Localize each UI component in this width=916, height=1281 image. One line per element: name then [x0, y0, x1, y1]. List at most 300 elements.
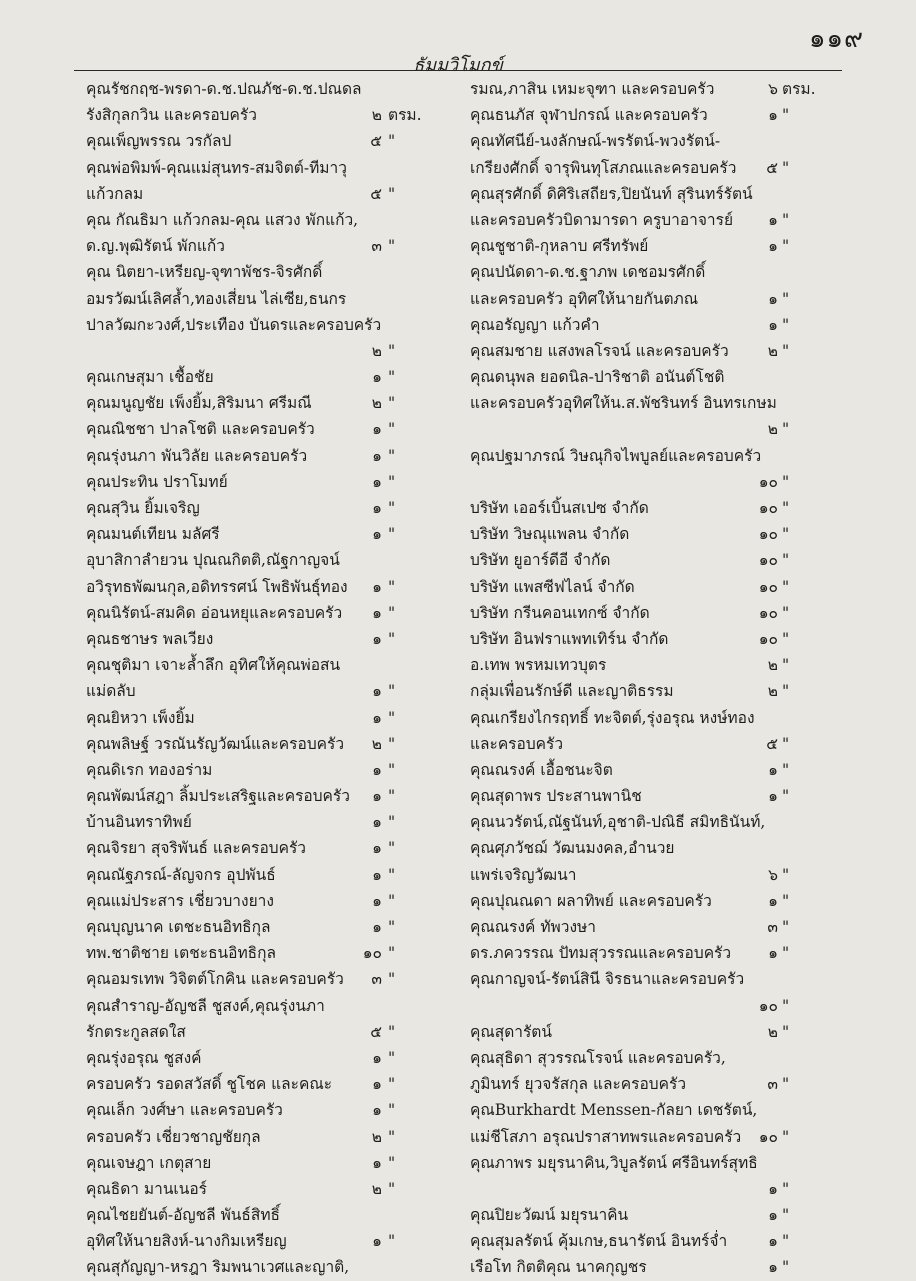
- donor-entry: [470, 1202, 832, 1228]
- donor-entry: [86, 1150, 466, 1176]
- donor-name: คุณอมรเทพ วิจิตต์โกคิน และครอบครัว: [86, 970, 344, 989]
- donation-amount: ๑: [372, 708, 382, 727]
- donation-unit: ": [388, 1232, 396, 1251]
- donation-amount: ๑: [372, 682, 382, 701]
- donation-amount: ๑: [372, 1232, 382, 1251]
- donation-unit: ": [782, 420, 790, 439]
- donation-amount: ๒: [371, 1127, 382, 1146]
- donor-entry: [86, 940, 466, 966]
- donation-amount: ๑: [768, 237, 778, 256]
- donation-amount: ๑: [372, 891, 382, 910]
- donor-name: คุณแม่ประสาร เชี่ยวบางยาง: [86, 891, 274, 910]
- donor-name: คุณเกรียงไกรฤทธิ์ ทะจิตต์,รุ่งอรุณ หงษ์ทอง: [470, 708, 755, 727]
- donor-entry: [470, 102, 832, 128]
- donor-name: คุณณัฐภรณ์-ลัญจกร อุปพันธ์: [86, 865, 276, 884]
- donor-name: คุณสำราญ-อัญชลี ชูสงค์,คุณรุ่งนภา: [86, 996, 325, 1015]
- donor-entry: [470, 1045, 832, 1071]
- donation-unit: ": [388, 1048, 396, 1067]
- donation-amount: ๑๐: [758, 551, 778, 570]
- donation-amount: ๕: [370, 184, 382, 203]
- donor-entry: [86, 1176, 466, 1202]
- donation-amount: ๑: [372, 839, 382, 858]
- donor-name: คุณรุ่งอรุณ ชูสงค์: [86, 1048, 202, 1067]
- donor-entry: [86, 364, 466, 390]
- donor-entry: [86, 678, 466, 704]
- donor-entry: [86, 757, 466, 783]
- donation-unit: ตรม.: [388, 106, 422, 125]
- donation-unit: ": [388, 1022, 396, 1041]
- donor-entry: [470, 1254, 832, 1280]
- donation-amount: ๑: [372, 472, 382, 491]
- donor-name: กลุ่มเพื่อนรักษ์ดี และญาติธรรม: [470, 682, 674, 701]
- donor-name: คุณธิดา มานเนอร์: [86, 1179, 207, 1198]
- donor-name: คุณ กัณธิมา แก้วกลม-คุณ แสวง พักแก้ว,: [86, 210, 359, 229]
- donation-amount: ๕: [370, 132, 382, 151]
- donation-amount: ๑: [372, 603, 382, 622]
- donor-name: บริษัท วิษณุแพลน จำกัด: [470, 525, 630, 544]
- donation-amount: ๑๐: [758, 629, 778, 648]
- donation-amount: ๑: [768, 315, 778, 334]
- donation-unit: ": [388, 682, 396, 701]
- donation-unit: ": [782, 891, 790, 910]
- donation-amount: ๑๐: [758, 499, 778, 517]
- donor-name: และครอบครัว: [470, 734, 564, 753]
- donation-amount: ๑: [768, 210, 778, 229]
- donation-unit: ": [782, 918, 790, 936]
- donor-name: คุณสุดาพร ประสานพานิช: [470, 787, 642, 806]
- donor-entry: [470, 495, 832, 521]
- donor-name: คุณพลิษฐ์ วรณันรัญวัฒน์และครอบครัว: [86, 734, 345, 753]
- donation-unit: ": [388, 184, 396, 203]
- donor-name: และครอบครัวอุทิศให้น.ส.พัชรินทร์ อินทรเกษม: [470, 394, 777, 413]
- donation-unit: ": [388, 368, 396, 387]
- donor-entry: [470, 181, 832, 207]
- donor-name: คุณสุดารัตน์: [470, 1022, 552, 1041]
- donation-amount: ๑: [768, 787, 778, 806]
- donor-name: คุณBurkhardt Menssen-กัลยา เดชรัตน์,: [470, 1101, 758, 1120]
- header-rule: [74, 70, 842, 71]
- donor-name: ดร.ภควรรณ ปัทมสุวรรณและครอบครัว: [470, 944, 732, 963]
- donor-name: และครอบครัวบิดามารดา ครูบาอาจารย์: [470, 210, 734, 229]
- donor-entry: [470, 1124, 832, 1150]
- donation-amount: ๓: [767, 918, 778, 936]
- donation-unit: ": [782, 682, 790, 701]
- donation-amount: ๒: [371, 1179, 382, 1198]
- donation-amount: ๑: [372, 1101, 382, 1120]
- donor-entry: [86, 705, 466, 731]
- donation-amount: ๑: [768, 289, 778, 308]
- donor-entry: [470, 76, 832, 102]
- donor-name: คุณปิยะวัฒน์ มยุรนาคิน: [470, 1206, 629, 1225]
- donation-unit: ": [782, 158, 790, 177]
- donor-entry: [86, 155, 466, 181]
- donation-unit: ": [388, 629, 396, 648]
- donor-name: และครอบครัว อุทิศให้นายกันตภณ: [470, 289, 699, 308]
- donation-unit: ": [388, 708, 396, 727]
- donor-entry: [86, 1097, 466, 1123]
- donation-amount: ๒: [371, 106, 382, 125]
- donor-entry: [470, 600, 832, 626]
- donor-name: แก้วกลม: [86, 184, 144, 203]
- donor-entry: [86, 966, 466, 992]
- donation-amount: ๕: [370, 1022, 382, 1041]
- donor-entry: [86, 783, 466, 809]
- donation-unit: ": [388, 787, 396, 806]
- donor-entry: [470, 652, 832, 678]
- donor-name: รักตระกูลสดใส: [86, 1022, 186, 1041]
- donation-amount: ๖: [768, 80, 778, 98]
- donation-unit: ": [782, 106, 790, 125]
- donor-entry: [470, 338, 832, 364]
- donation-unit: ": [782, 499, 790, 517]
- donor-entry: [470, 574, 832, 600]
- donor-name: คุณรุ่งนภา พันวิลัย และครอบครัว: [86, 446, 308, 465]
- donation-unit: ": [782, 315, 790, 334]
- donor-entry: [86, 76, 466, 102]
- donation-unit: ": [388, 865, 396, 884]
- donor-name: บริษัท กรีนคอนเทกซ์ จำกัด: [470, 603, 650, 622]
- donation-unit: ": [782, 760, 790, 779]
- donation-unit: ": [782, 1206, 790, 1225]
- donation-amount: ๑๐: [758, 1127, 778, 1146]
- donor-entry: [86, 652, 466, 678]
- donor-name: คุณปฐมาภรณ์ วิษณุกิจไพบูลย์และครอบครัว: [470, 446, 762, 465]
- donor-entry: [86, 207, 466, 233]
- donation-unit: ": [388, 420, 396, 439]
- donation-unit: ": [388, 970, 396, 989]
- donation-amount: ๒: [371, 394, 382, 413]
- donor-entry: [470, 416, 832, 442]
- donor-entry: [470, 469, 832, 495]
- donation-unit: ": [782, 1232, 790, 1251]
- donation-unit: ": [388, 1179, 396, 1198]
- donor-entry: [470, 1071, 832, 1097]
- donation-amount: ๑: [372, 760, 382, 779]
- donation-unit: ": [388, 132, 396, 151]
- donor-name: คุณชุติมา เจาะล้ำลึก อุทิศให้คุณพ่อสน: [86, 656, 341, 675]
- donor-name: บริษัท เออร์เบิ้นสเปซ จำกัด: [470, 499, 649, 517]
- donor-entry: [470, 547, 832, 573]
- donor-entry: [470, 1228, 832, 1254]
- donor-name: คุณดนุพล ยอดนิล-ปาริชาติ อนันต์โชติ: [470, 368, 725, 387]
- donor-entry: [86, 914, 466, 940]
- donor-name: แม่ดลับ: [86, 682, 136, 701]
- donor-name: ภูมินทร์ ยุวจรัสกุล และครอบครัว: [470, 1075, 687, 1094]
- donor-name: แพร่เจริญวัฒนา: [470, 865, 577, 884]
- donation-amount: ๑: [372, 1075, 382, 1094]
- donor-name: คุณธชาษร พลเวียง: [86, 629, 214, 648]
- donation-unit: ": [388, 760, 396, 779]
- donor-entry: [470, 835, 832, 861]
- donor-entry: [86, 835, 466, 861]
- donation-amount: ๓: [371, 237, 382, 256]
- donor-name: ครอบครัว รอดสวัสดิ์ ชูโชค และคณะ: [86, 1075, 333, 1094]
- donation-amount: ๑: [768, 891, 778, 910]
- donor-entry: [470, 731, 832, 757]
- donor-name: คุณไชยยันต์-อัญชลี พันธ์สิทธิ์: [86, 1206, 280, 1225]
- donation-unit: ": [388, 944, 396, 963]
- donation-unit: ": [388, 1075, 396, 1094]
- donation-unit: ": [388, 918, 396, 936]
- donor-name: คุณนิรัตน์-สมคิด อ่อนหยุและครอบครัว: [86, 603, 343, 622]
- donation-amount: ๓: [767, 1075, 778, 1094]
- donor-entry: [86, 1254, 466, 1280]
- donor-entry: [86, 888, 466, 914]
- donor-entry: [86, 181, 466, 207]
- donation-unit: ": [782, 472, 790, 491]
- donor-name: คุณเจษฎา เกตุสาย: [86, 1153, 212, 1172]
- donor-entry: [86, 390, 466, 416]
- donor-name: คุณเล็ก วงศ์ษา และครอบครัว: [86, 1101, 283, 1120]
- donation-amount: ๒: [371, 734, 382, 753]
- donor-entry: [470, 312, 832, 338]
- donor-name: เรือโท กิตติคุณ นาคกุญชร: [470, 1258, 647, 1277]
- donation-unit: ": [782, 629, 790, 648]
- donation-amount: ๑: [372, 813, 382, 832]
- donation-amount: ๑: [768, 760, 778, 779]
- donor-entry: [470, 259, 832, 285]
- donor-name: คุณสุมลรัตน์ คุ้มเกษ,ธนารัตน์ อินทร์จ่ำ: [470, 1232, 728, 1251]
- donor-entry: [86, 338, 466, 364]
- donation-unit: ": [782, 944, 790, 963]
- running-header: ธัมมวิโมกข์: [413, 55, 503, 76]
- donor-name: คุณสุวิน ยิ้มเจริญ: [86, 499, 200, 517]
- donation-unit: ": [388, 813, 396, 832]
- donation-unit: ": [782, 1127, 790, 1146]
- donation-amount: ๒: [767, 341, 778, 360]
- donation-unit: ": [782, 341, 790, 360]
- donor-name: คุณประทิน ปราโมทย์: [86, 472, 228, 491]
- donor-entry: [470, 364, 832, 390]
- donor-name: คุณพัฒน์สฎา ลิ้มประเสริฐและครอบครัว: [86, 787, 350, 806]
- donor-entry: [470, 678, 832, 704]
- donor-entry: [470, 914, 832, 940]
- donor-name: ปาลวัฒกะวงศ์,ประเทือง บันดรและครอบครัว: [86, 315, 382, 334]
- donation-amount: ๑: [372, 629, 382, 648]
- donor-name: คุณภาพร มยุรนาคิน,วิบูลรัตน์ ศรีอินทร์สุทธิ: [470, 1153, 758, 1172]
- donor-name: บริษัท ยูอาร์ดีอี จำกัด: [470, 551, 611, 570]
- donation-amount: ๑: [372, 577, 382, 596]
- donor-name: คุณสมชาย แสงพลโรจน์ และครอบครัว: [470, 341, 729, 360]
- donor-name: อุทิศให้นายสิงห์-นางกิมเหรียญ: [86, 1232, 287, 1251]
- donation-unit: ": [782, 865, 790, 884]
- donor-entry: [470, 443, 832, 469]
- donor-name: คุณดิเรก ทองอร่าม: [86, 760, 213, 779]
- donor-entry: [86, 1124, 466, 1150]
- donor-entry: [86, 1019, 466, 1045]
- donation-amount: ๕: [766, 158, 778, 177]
- donation-unit: ": [388, 577, 396, 596]
- donor-name: คุณยิหวา เพ็งยิ้ม: [86, 708, 195, 727]
- donor-entry: [86, 731, 466, 757]
- donor-name: อุบาสิกาลำยวน ปุณณกิตติ,ณัฐกาญจน์: [86, 551, 340, 570]
- donation-amount: ๑: [372, 446, 382, 465]
- donation-unit: ": [388, 394, 396, 413]
- donation-unit: ": [388, 734, 396, 753]
- donation-unit: ": [782, 734, 790, 753]
- donation-amount: ๖: [768, 865, 778, 884]
- donation-unit: ": [388, 499, 396, 517]
- donor-name: คุณกาญจน์-รัตน์สินี จิรธนาและครอบครัว: [470, 970, 745, 989]
- donor-entry: [470, 521, 832, 547]
- donation-amount: ๑: [768, 1258, 778, 1277]
- donation-amount: ๑๐: [758, 525, 778, 544]
- donation-amount: ๓: [371, 970, 382, 989]
- donor-name: คุณ นิตยา-เหรียญ-จุฑาพัชร-จิรศักดิ์: [86, 263, 323, 282]
- donor-entry: [470, 1176, 832, 1202]
- donor-entry: [86, 312, 466, 338]
- donor-entry: [470, 757, 832, 783]
- donor-name: คุณสุธิดา สุวรรณโรจน์ และครอบครัว,: [470, 1048, 726, 1067]
- donation-amount: ๒: [767, 420, 778, 439]
- donor-entry: [470, 1097, 832, 1123]
- donor-name: ทพ.ชาติชาย เตชะธนอิทธิกุล: [86, 944, 277, 963]
- donation-unit: ": [782, 787, 790, 806]
- donor-name: อ.เทพ พรหมเทวบุตร: [470, 656, 607, 675]
- donor-entry: [470, 705, 832, 731]
- donor-name: อวิรุทธพัฒนกุล,อดิทรรศน์ โพธิพันธุ์ทอง: [86, 577, 348, 596]
- donation-amount: ๒: [767, 1022, 778, 1041]
- donation-unit: ": [388, 1127, 396, 1146]
- donor-name: เกรียงศักดิ์ จารุพินทุโสภณและครอบครัว: [470, 158, 737, 177]
- donor-name: คุณสุรศักดิ์ ดิศิริเสถียร,ปิยนันท์ สุรินทร์รัตน์: [470, 184, 753, 203]
- donor-name: คุณณรงค์ เอื้อชนะจิต: [470, 760, 613, 779]
- donor-name: คุณสุกัญญา-หรฎา ริมพนาเวศและญาติ,: [86, 1258, 350, 1277]
- donor-name: คุณเพ็ญพรรณ วรกัลป: [86, 132, 232, 151]
- donor-name: คุณจิรยา สุจริพันธ์ และครอบครัว: [86, 839, 306, 858]
- donor-entry: [470, 1150, 832, 1176]
- donation-unit: ": [388, 237, 396, 256]
- donor-name: คุณรัชกฤช-พรดา-ด.ช.ปณภัช-ด.ช.ปณดล: [86, 80, 362, 98]
- donor-entry: [470, 888, 832, 914]
- donation-amount: ๑๐: [362, 944, 382, 963]
- donation-unit: ": [388, 525, 396, 544]
- donation-amount: ๑: [768, 1179, 778, 1198]
- donor-entry: [470, 993, 832, 1019]
- donation-unit: ": [782, 237, 790, 256]
- donor-name: ครอบครัว เชี่ยวชาญชัยกุล: [86, 1127, 261, 1146]
- donor-entry: [470, 155, 832, 181]
- donation-unit: ": [388, 891, 396, 910]
- left-column: [86, 76, 466, 1281]
- donor-entry: [470, 286, 832, 312]
- donor-entry: [470, 390, 832, 416]
- donor-entry: [470, 809, 832, 835]
- donor-entry: [86, 809, 466, 835]
- donor-entry: [86, 1202, 466, 1228]
- donation-amount: ๑๐: [758, 472, 778, 491]
- donation-unit: ": [782, 525, 790, 544]
- donation-unit: ": [782, 996, 790, 1015]
- donor-entry: [470, 128, 832, 154]
- donation-amount: ๑: [768, 106, 778, 125]
- donor-name: แม่ชีโสภา อรุณปราสาทพรและครอบครัว: [470, 1127, 742, 1146]
- donor-entry: [470, 940, 832, 966]
- donation-amount: ๕: [766, 734, 778, 753]
- donation-amount: ๑: [768, 944, 778, 963]
- donor-entry: [470, 626, 832, 652]
- right-column: [470, 76, 832, 1281]
- donor-name: คุณนวรัตน์,ณัฐนันท์,อุชาติ-ปณิธี สมิทธินันท์,: [470, 813, 766, 832]
- donor-entry: [86, 102, 466, 128]
- donation-amount: ๑: [372, 368, 382, 387]
- donation-unit: ": [782, 289, 790, 308]
- donation-amount: ๑๐: [758, 603, 778, 622]
- donor-entry: [86, 862, 466, 888]
- donation-unit: ": [388, 603, 396, 622]
- donor-name: คุณณิชชา ปาลโชติ และครอบครัว: [86, 420, 315, 439]
- donor-entry: [86, 1228, 466, 1254]
- page-number: ๑๑๙: [808, 24, 864, 54]
- donor-entry: [86, 128, 466, 154]
- donor-name: คุณปนัดดา-ด.ช.ฐาภพ เดชอมรศักดิ์: [470, 263, 706, 282]
- donation-amount: ๑๐: [758, 577, 778, 596]
- donor-entry: [86, 600, 466, 626]
- donation-unit: ตรม.: [782, 80, 816, 98]
- donation-amount: ๑: [372, 865, 382, 884]
- donor-name: รมณ,ภาสิน เหมะจุฑา และครอบครัว: [470, 80, 715, 98]
- donation-amount: ๒: [371, 341, 382, 360]
- donor-name: คุณธนภัส จุฬาปกรณ์ และครอบครัว: [470, 106, 708, 125]
- donor-name: คุณทัศนีย์-นงลักษณ์-พรรัตน์-พวงรัตน์-: [470, 132, 721, 151]
- donor-entry: [86, 416, 466, 442]
- donor-name: คุณณรงค์ ทัพวงษา: [470, 918, 596, 936]
- donor-name: บ้านอินทราทิพย์: [86, 813, 192, 832]
- donor-name: รังสิกุลกวิน และครอบครัว: [86, 106, 257, 125]
- donation-unit: ": [782, 1258, 790, 1277]
- donor-name: คุณอรัญญา แก้วคำ: [470, 315, 600, 334]
- donation-unit: ": [782, 1022, 790, 1041]
- donation-amount: ๑: [372, 787, 382, 806]
- donor-name: คุณบุญนาค เตชะธนอิทธิกุล: [86, 918, 271, 936]
- donation-amount: ๑๐: [758, 996, 778, 1015]
- donor-name: อมรวัฒน์เลิศล้ำ,ทองเสี่ยน ไล่เซีย,ธนกร: [86, 289, 347, 308]
- donor-name: บริษัท อินฟราแพทเทิร์น จำกัด: [470, 629, 669, 648]
- donation-amount: ๑: [372, 420, 382, 439]
- donation-unit: ": [782, 551, 790, 570]
- donor-entry: [470, 233, 832, 259]
- donor-entry: [470, 862, 832, 888]
- donation-amount: ๑: [768, 1206, 778, 1225]
- donor-entry: [86, 521, 466, 547]
- donor-entry: [470, 783, 832, 809]
- donor-entry: [86, 626, 466, 652]
- donation-unit: ": [388, 1153, 396, 1172]
- donation-unit: ": [388, 1101, 396, 1120]
- donation-amount: ๑: [372, 1048, 382, 1067]
- donation-unit: ": [388, 446, 396, 465]
- donation-unit: ": [388, 341, 396, 360]
- donation-amount: ๑: [372, 1153, 382, 1172]
- donor-name: บริษัท แพสซีฟไลน์ จำกัด: [470, 577, 635, 596]
- donor-entry: [86, 574, 466, 600]
- donor-name: คุณมนต์เทียน มลัศรี: [86, 525, 220, 544]
- donation-unit: ": [782, 577, 790, 596]
- donation-amount: ๒: [767, 656, 778, 675]
- donation-amount: ๑: [372, 918, 382, 936]
- donor-name: คุณพ่อพิมพ์-คุณแม่สุนทร-สมจิตต์-ทีมาวุ: [86, 158, 347, 177]
- donation-unit: ": [388, 472, 396, 491]
- donor-entry: [86, 1071, 466, 1097]
- donor-name: ด.ญ.พุฒิรัตน์ พักแก้ว: [86, 237, 225, 256]
- donor-name: คุณชูชาติ-กุหลาบ ศรีทรัพย์: [470, 237, 649, 256]
- donation-unit: ": [782, 656, 790, 675]
- donation-amount: ๑: [768, 1232, 778, 1251]
- donor-name: คุณมนูญชัย เพ็งยิ้ม,สิริมนา ศรีมณี: [86, 394, 312, 413]
- donor-entry: [86, 443, 466, 469]
- donor-entry: [86, 259, 466, 285]
- donation-unit: ": [782, 1179, 790, 1198]
